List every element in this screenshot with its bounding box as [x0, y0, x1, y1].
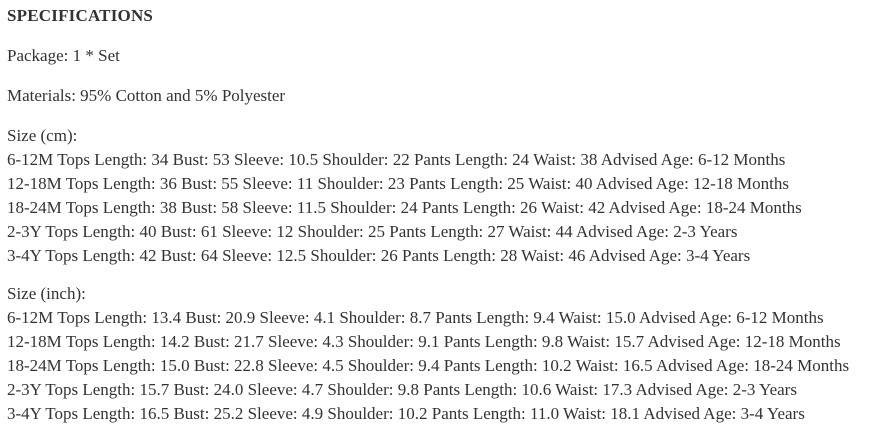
size-inch-heading: Size (inch): [7, 284, 86, 303]
size-row: 2-3Y Tops Length: 40 Bust: 61 Sleeve: 12 Shoulder: 25 Pants Length: 27 Waist: 44 Advised Age: 2-3 Years [7, 222, 738, 241]
size-row: 2-3Y Tops Length: 15.7 Bust: 24.0 Sleeve: 4.7 Shoulder: 9.8 Pants Length: 10.6 Waist: 17.3 Advised Age: 2-3 Years [7, 380, 797, 399]
size-cm-block [7, 124, 871, 268]
size-row: 18-24M Tops Length: 38 Bust: 58 Sleeve: 11.5 Shoulder: 24 Pants Length: 26 Waist: 42 Advised Age: 18-24 Months [7, 198, 802, 217]
size-cm-heading: Size (cm): [7, 126, 78, 145]
size-inch-block [7, 282, 871, 426]
size-row: 3-4Y Tops Length: 42 Bust: 64 Sleeve: 12.5 Shoulder: 26 Pants Length: 28 Waist: 46 Advised Age: 3-4 Years [7, 246, 751, 265]
size-cm-rows [7, 148, 871, 268]
size-inch-rows [7, 306, 871, 426]
size-row: 12-18M Tops Length: 14.2 Bust: 21.7 Sleeve: 4.3 Shoulder: 9.1 Pants Length: 9.8 Waist: 15.7 Advised Age: 12-18 Months [7, 332, 841, 351]
size-row: 3-4Y Tops Length: 16.5 Bust: 25.2 Sleeve: 4.9 Shoulder: 10.2 Pants Length: 11.0 Waist: 18.1 Advised Age: 3-4 Years [7, 404, 805, 423]
specifications-heading: SPECIFICATIONS [7, 6, 154, 25]
materials-line: Materials: 95% Cotton and 5% Polyester [7, 86, 286, 105]
package-line: Package: 1 * Set [7, 46, 120, 65]
size-row: 18-24M Tops Length: 15.0 Bust: 22.8 Sleeve: 4.5 Shoulder: 9.4 Pants Length: 10.2 Waist: 16.5 Advised Age: 18-24 Months [7, 356, 850, 375]
size-row: 6-12M Tops Length: 34 Bust: 53 Sleeve: 10.5 Shoulder: 22 Pants Length: 24 Waist: 38 Advised Age: 6-12 Months [7, 150, 786, 169]
size-row: 12-18M Tops Length: 36 Bust: 55 Sleeve: 11 Shoulder: 23 Pants Length: 25 Waist: 40 Advised Age: 12-18 Months [7, 174, 789, 193]
size-row: 6-12M Tops Length: 13.4 Bust: 20.9 Sleeve: 4.1 Shoulder: 8.7 Pants Length: 9.4 Waist: 15.0 Advised Age: 6-12 Months [7, 308, 824, 327]
